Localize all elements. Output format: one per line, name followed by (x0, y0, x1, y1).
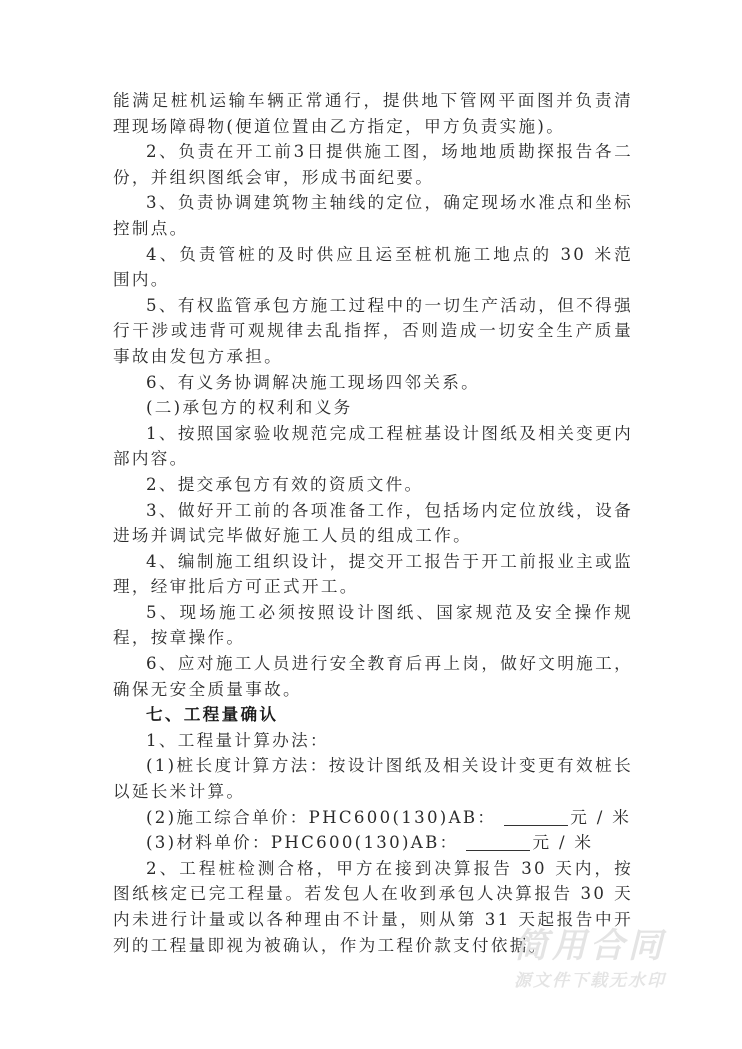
paragraph: 3、做好开工前的各项准备工作，包括场内定位放线，设备进场并调试完毕做好施工人员的组成工作。 (113, 500, 633, 546)
price-unit: 元 / 米 (532, 833, 594, 853)
paragraph: 3、负责协调建筑物主轴线的定位，确定现场水准点和坐标控制点。 (113, 193, 633, 238)
paragraph: 2、负责在开工前3日提供施工图，场地地质勘探报告各二份，并组织图纸会审，形成书面纪要。 (113, 142, 633, 187)
document-body (113, 88, 633, 958)
paragraph: 6、有义务协调解决施工现场四邻关系。 (146, 372, 481, 392)
watermark-logo: 简用合同 (514, 926, 666, 966)
paragraph: 能满足桩机运输车辆正常通行，提供地下管网平面图并负责清理现场障碍物(便道位置由乙方指定，甲方负责实施)。 (113, 91, 633, 136)
paragraph: 5、有权监管承包方施工过程中的一切生产活动，但不得强行干涉或违背可观规律去乱指挥，否则造成一切安全生产质量事故由发包方承担。 (113, 295, 633, 366)
price-label: (3)材料单价：PHC600(130)AB： (146, 833, 459, 853)
paragraph: (1)桩长度计算方法：按设计图纸及相关设计变更有效桩长以延长米计算。 (113, 756, 633, 802)
paragraph: 5、现场施工必须按照设计图纸、国家规范及安全操作规程，按章操作。 (113, 602, 633, 648)
subsection-heading: (二)承包方的权利和义务 (146, 398, 353, 418)
section-heading: 七、工程量确认 (146, 704, 279, 725)
paragraph: 1、工程量计算办法： (146, 730, 329, 750)
paragraph: 4、负责管桩的及时供应且运至桩机施工地点的 30 米范围内。 (113, 244, 633, 290)
watermark-tagline: 源文件下载无水印 (514, 971, 666, 991)
paragraph: 1、按照国家验收规范完成工程桩基设计图纸及相关变更内部内容。 (113, 423, 633, 469)
price-line-construction (113, 805, 633, 831)
blank-field (504, 807, 568, 826)
paragraph: 4、编制施工组织设计，提交开工报告于开工前报业主或监理，经审批后方可正式开工。 (113, 551, 633, 597)
price-unit: 元 / 米 (570, 807, 632, 827)
price-label: (2)施工综合单价：PHC600(130)AB： (146, 807, 497, 827)
price-line-material (113, 830, 633, 856)
blank-field (466, 832, 530, 851)
paragraph: 6、应对施工人员进行安全教育后再上岗，做好文明施工，确保无安全质量事故。 (113, 654, 633, 699)
paragraph: 2、工程桩检测合格，甲方在接到决算报告 30 天内，按图纸核定已完工程量。若发包人在收到承包人决算报告 30 天内未进行计量或以各种理由不计量，则从第 31 天起报告中开列的工程量即视为被确认，作为工程价款支付依据。 (113, 858, 633, 955)
paragraph: 2、提交承包方有效的资质文件。 (146, 474, 424, 494)
